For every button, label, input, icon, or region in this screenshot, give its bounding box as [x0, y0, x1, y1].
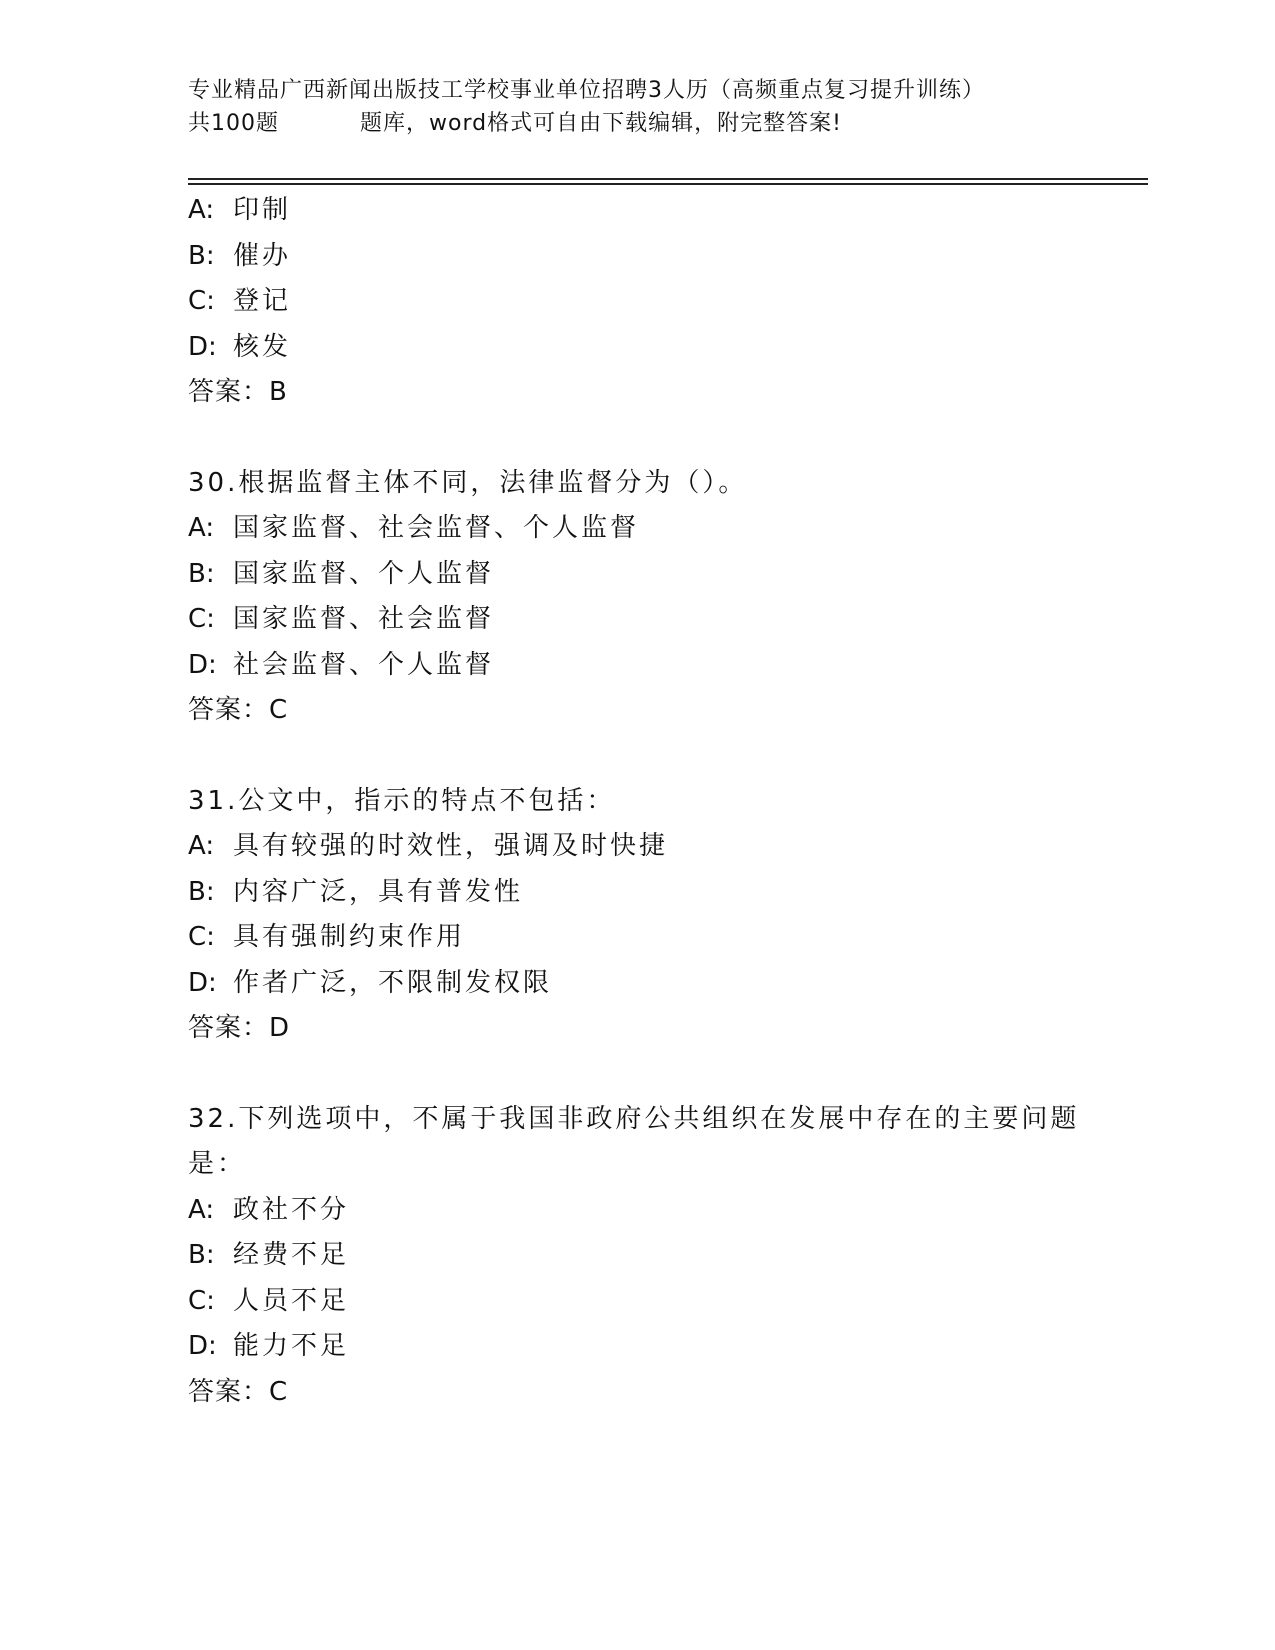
option-row	[188, 1324, 1148, 1370]
header-divider-top	[188, 178, 1148, 180]
option-row	[188, 325, 1148, 371]
option-text: 社会监督、个人监督	[233, 649, 495, 680]
option-text: 国家监督、社会监督	[233, 604, 495, 634]
question-stem: 31.公文中，指示的特点不包括：	[188, 785, 616, 816]
answer-line: 答案：B	[188, 377, 288, 407]
option-text: 能力不足	[233, 1331, 350, 1361]
option-text: 人员不足	[233, 1285, 350, 1316]
option-letter: D:	[188, 649, 217, 680]
option-text: 经费不足	[233, 1240, 350, 1270]
header-description: 题库，word格式可自由下载编辑，附完整答案!	[360, 111, 842, 136]
option-row	[188, 1233, 1148, 1279]
question-31	[188, 779, 1148, 1052]
option-text: 作者广泛，不限制发权限	[233, 967, 553, 998]
option-text: 具有强制约束作用	[233, 922, 466, 952]
option-row	[188, 1188, 1148, 1234]
spacer	[188, 734, 1148, 779]
question-count: 共100题	[188, 111, 279, 136]
option-text: 具有较强的时效性，强调及时快捷	[233, 831, 669, 861]
option-row	[188, 643, 1148, 689]
option-letter: D:	[188, 1331, 217, 1361]
option-letter: C:	[188, 286, 215, 316]
question-stem: 30.根据监督主体不同，法律监督分为（）。	[188, 467, 748, 498]
option-row	[188, 824, 1148, 870]
question-list	[188, 188, 1148, 1415]
spacer	[188, 416, 1148, 461]
option-letter: D:	[188, 331, 217, 362]
option-row	[188, 597, 1148, 643]
question-stem-continuation: 是：	[188, 1149, 247, 1179]
header-subtitle-line	[188, 107, 1148, 140]
option-text: 核发	[233, 331, 292, 362]
option-text: 国家监督、社会监督、个人监督	[233, 513, 640, 543]
question-stem: 32.下列选项中，不属于我国非政府公共组织在发展中存在的主要问题	[188, 1103, 1080, 1134]
answer-line: 答案：C	[188, 695, 289, 725]
spacer	[188, 1052, 1148, 1097]
option-letter: A:	[188, 831, 215, 861]
option-row	[188, 279, 1148, 325]
option-text: 政社不分	[233, 1194, 350, 1225]
option-letter: C:	[188, 1285, 215, 1316]
option-text: 登记	[233, 286, 292, 316]
option-letter: B:	[188, 876, 215, 907]
question-29-continued	[188, 188, 1148, 416]
option-row	[188, 188, 1148, 234]
option-row	[188, 870, 1148, 916]
option-letter: B:	[188, 240, 215, 271]
option-letter: A:	[188, 1194, 215, 1225]
question-30	[188, 461, 1148, 734]
option-row	[188, 1279, 1148, 1325]
header-title-line: 专业精品广西新闻出版技工学校事业单位招聘3人历（高频重点复习提升训练）	[188, 78, 985, 103]
header-divider-bottom	[188, 183, 1148, 185]
option-row	[188, 961, 1148, 1007]
option-letter: A:	[188, 513, 215, 543]
option-row	[188, 506, 1148, 552]
option-row	[188, 234, 1148, 280]
answer-line: 答案：D	[188, 1013, 291, 1043]
option-letter: A:	[188, 195, 215, 225]
option-text: 印制	[233, 195, 292, 225]
option-letter: B:	[188, 1240, 215, 1270]
option-letter: C:	[188, 604, 215, 634]
option-row	[188, 915, 1148, 961]
option-letter: D:	[188, 967, 217, 998]
option-letter: B:	[188, 558, 215, 589]
option-text: 催办	[233, 240, 292, 271]
question-32	[188, 1097, 1148, 1416]
option-letter: C:	[188, 922, 215, 952]
option-text: 国家监督、个人监督	[233, 558, 495, 589]
page-header	[188, 74, 1148, 140]
option-row	[188, 552, 1148, 598]
answer-line: 答案：C	[188, 1376, 289, 1407]
option-text: 内容广泛，具有普发性	[233, 876, 524, 907]
